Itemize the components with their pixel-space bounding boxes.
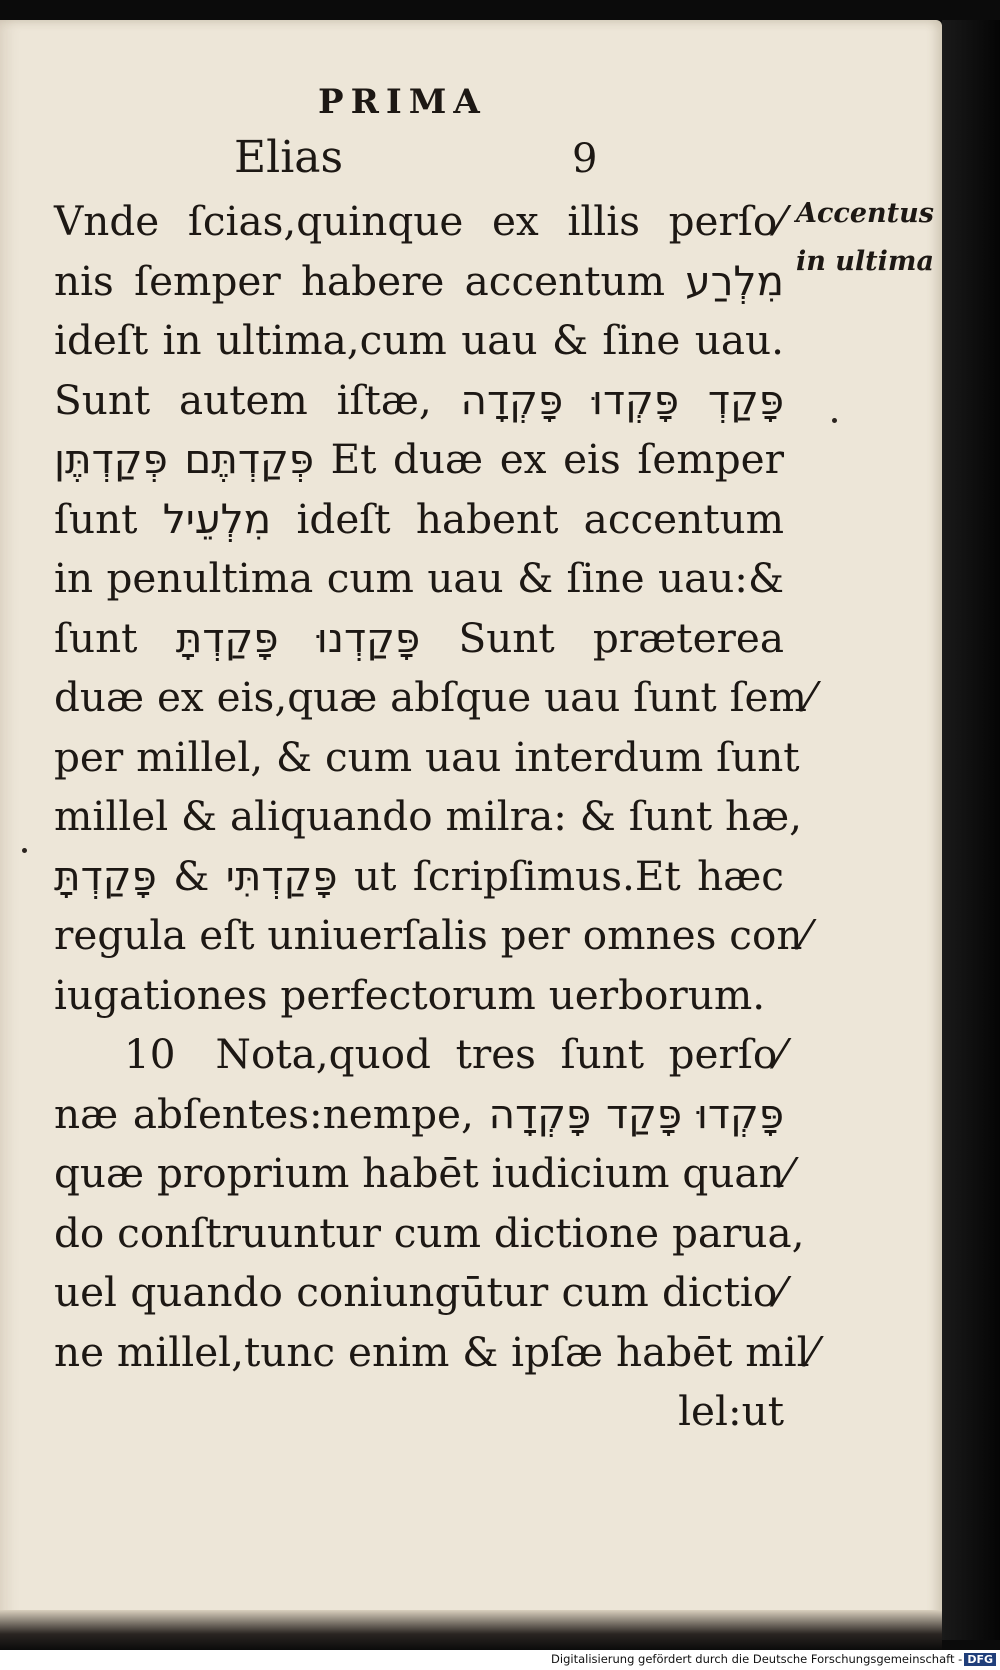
text-line-12: פָּקַדְתָּ & פָּקַדְתִּי ut ſcripſimus.Et hæc xyxy=(54,851,784,900)
digitization-footer xyxy=(551,1652,996,1666)
text-line-10: per millel, & cum uau interdum ſunt xyxy=(54,732,800,781)
margin-note-in-ultima: in ultima xyxy=(796,246,934,277)
hebrew-word: מִלְעֵיל xyxy=(162,494,272,543)
dfg-logo: DFG xyxy=(964,1653,996,1666)
hebrew-word: פָּקַדְתָּ xyxy=(54,851,157,900)
text-line-1: Vnde ſcias,quinque ex illis perſo⁄ xyxy=(54,197,784,245)
catchword-bottom: lel:ut xyxy=(678,1387,784,1435)
text-line-6: ſunt מִלְעֵיל ideſt habent accentum xyxy=(54,494,784,543)
hebrew-word: פְּקַדְתֶּם פְּקַדְתֶּן xyxy=(54,435,315,483)
text-line-14: iugationes perfectorum uerborum. xyxy=(54,970,766,1019)
footer-text: Digitalisierung gefördert durch die Deutsche Forschungsgemeinschaft - xyxy=(551,1652,963,1666)
text-line-17: quæ proprium habēt iudicium quan⁄ xyxy=(54,1149,792,1197)
hebrew-word: מִלְרַע xyxy=(685,256,784,305)
hebrew-word: פָּקַדְתִּי xyxy=(225,851,338,900)
text-line-20: ne millel,tunc enim & ipſæ habēt mil⁄ xyxy=(54,1327,817,1376)
text-line-13: regula eſt uniuerſalis per omnes con⁄ xyxy=(54,911,810,959)
text-line-11: millel & aliquando milra: & ſunt hæ, xyxy=(54,792,803,840)
page-bottom-edge xyxy=(0,1610,942,1650)
body-text xyxy=(54,192,817,1442)
text-line-5: פְּקַדְתֶּם פְּקַדְתֶּן Et duæ ex eis ſemper xyxy=(54,435,784,483)
hebrew-word: פָּקַדְ פָּקְדוּ פָּקְדָה xyxy=(460,375,784,424)
page-edge-shadow xyxy=(942,20,1000,1640)
text-line-3: ideſt in ultima,cum uau & ſine uau. xyxy=(54,316,784,364)
text-line-2: nis ſemper habere accentum מִלְרַע xyxy=(54,256,784,305)
ink-speck xyxy=(22,848,27,853)
margin-note-accentus: Accentus xyxy=(796,198,934,229)
text-line-4: Sunt autem iſtæ, פָּקַדְ פָּקְדוּ פָּקְדָה xyxy=(54,375,784,424)
text-line-8: ſunt פָּקַדְנוּ פָּקַדְתָּ Sunt præterea xyxy=(54,613,785,662)
text-line-16: næ abſentes:nempe, פָּקְדוּ פָּקַד פָּקְדָה xyxy=(54,1089,784,1138)
hebrew-word: פָּקְדוּ פָּקַד פָּקְדָה xyxy=(488,1089,784,1138)
page-number: 9 xyxy=(572,136,598,182)
text-line-9: duæ ex eis,quæ abſque uau ſunt ſem⁄ xyxy=(54,673,814,721)
hebrew-word: פָּקַדְנוּ פָּקַדְתָּ xyxy=(175,613,421,662)
ink-speck xyxy=(832,418,837,423)
section-number: 10 xyxy=(124,1030,176,1078)
running-header: PRIMA xyxy=(318,82,487,122)
text-line-19: uel quando coniungūtur cum dictio⁄ xyxy=(54,1268,784,1316)
catchword-elias: Elias xyxy=(234,132,344,183)
text-line-15: 10 Nota,quod tres ſunt perſo⁄ xyxy=(124,1030,784,1078)
text-line-7: in penultima cum uau & ſine uau:& xyxy=(54,554,784,602)
text-line-18: do conſtruuntur cum dictione parua, xyxy=(54,1208,805,1257)
